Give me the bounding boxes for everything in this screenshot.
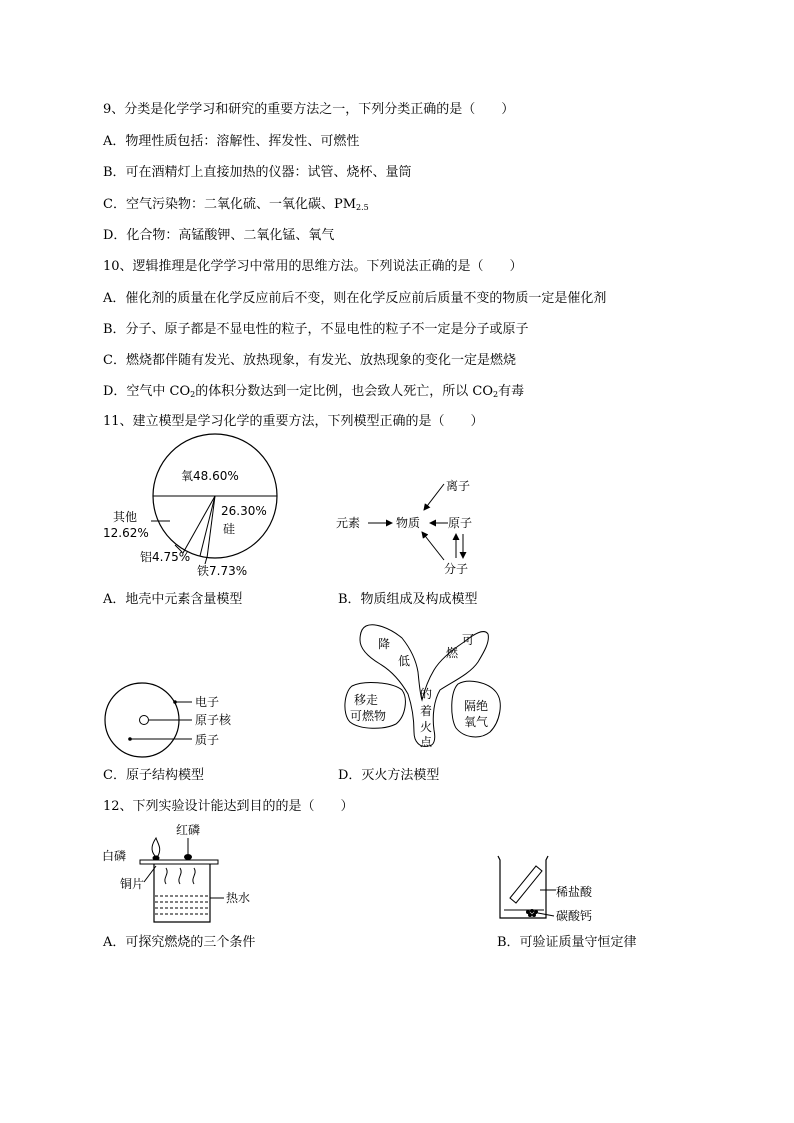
carbonate-particle-4 xyxy=(528,913,532,917)
label-white-phosphorus: 白磷 xyxy=(102,849,127,863)
test-tube xyxy=(510,866,542,903)
q11-stem: 11、建立模型是学习化学的重要方法，下列模型正确的是（ ） xyxy=(103,414,484,429)
isolate-line-1: 隔绝 xyxy=(464,699,489,713)
label-copper: 铜片 xyxy=(120,877,145,891)
q10-option-c: C．燃烧都伴随有发光、放热现象，有发光、放热现象的变化一定是燃烧 xyxy=(103,353,516,368)
q12-stem: 12、下列实验设计能达到目的的是（ ） xyxy=(103,799,354,814)
q10-option-b: B．分子、原子都是不显电性的粒子，不显电性的粒子不一定是分子或原子 xyxy=(103,322,529,337)
label-aluminum: 铝4.75% xyxy=(140,550,191,564)
label-hot-water: 热水 xyxy=(226,891,251,905)
beaker xyxy=(154,864,210,922)
label-oxygen: 氧48.60% xyxy=(181,469,239,483)
matter-flow-diagram xyxy=(330,470,480,582)
steam-icon xyxy=(165,868,195,884)
q12-caption-b: B．可验证质量守恒定律 xyxy=(497,935,637,950)
q11-caption-c: C．原子结构模型 xyxy=(103,768,204,783)
q9-option-c: C．空气污染物：二氧化硫、一氧化碳、$PM_{2.5}$ xyxy=(103,197,369,212)
label-iron: 铁7.73% xyxy=(197,564,248,578)
ignition-char-3: 火 xyxy=(420,720,433,734)
label-molecule: 分子 xyxy=(444,562,469,576)
small-beaker xyxy=(498,856,548,918)
combustible-char-2: 燃 xyxy=(446,646,459,660)
atom-structure-diagram xyxy=(100,683,260,763)
label-carbonate: 碳酸钙 xyxy=(556,909,593,923)
fire-extinguish-diagram xyxy=(340,620,515,760)
remove-line-1: 移走 xyxy=(354,693,379,707)
q12-caption-a: A．可探究燃烧的三个条件 xyxy=(103,935,256,950)
arrow-ion-matter xyxy=(424,484,444,510)
label-proton: 质子 xyxy=(195,733,220,747)
copper-plate xyxy=(140,860,218,864)
label-acid: 稀盐酸 xyxy=(556,885,593,899)
label-red-phosphorus: 红磷 xyxy=(176,823,201,837)
pie-leader-iron xyxy=(205,557,207,564)
carbonate-particle-2 xyxy=(530,909,534,913)
label-element: 元素 xyxy=(336,516,361,530)
label-electron: 电子 xyxy=(195,695,220,709)
q10-option-a: A．催化剂的质量在化学反应前后不变，则在化学反应前后质量不变的物质一定是催化剂 xyxy=(103,291,607,306)
arrow-molecule-matter xyxy=(422,532,444,560)
label-nucleus: 原子核 xyxy=(195,713,232,727)
isolate-line-2: 氧气 xyxy=(464,715,489,729)
atom-nucleus xyxy=(140,716,149,725)
q11-caption-b: B．物质组成及构成模型 xyxy=(338,592,478,607)
red-phosphorus-lump xyxy=(184,854,192,860)
q9-option-a: A．物理性质包括：溶解性、挥发性、可燃性 xyxy=(103,134,360,149)
flame-icon xyxy=(152,838,160,856)
label-ion: 离子 xyxy=(446,479,471,493)
combustible-char-1: 可 xyxy=(462,633,475,647)
label-silicon: 硅 xyxy=(223,522,236,536)
q11-caption-d: D．灭火方法模型 xyxy=(338,768,440,783)
q11-caption-a: A．地壳中元素含量模型 xyxy=(103,592,243,607)
label-other-pct: 12.62% xyxy=(103,526,149,540)
label-silicon-pct: 26.30% xyxy=(221,504,267,518)
q10-stem: 10、逻辑推理是化学学习中常用的思维方法。下列说法正确的是（ ） xyxy=(103,259,523,274)
q9-stem: 9、分类是化学学习和研究的重要方法之一，下列分类正确的是（ ） xyxy=(103,102,515,117)
combustion-experiment-diagram xyxy=(100,818,285,928)
carbonate-particle-5 xyxy=(532,913,536,917)
label-matter: 物质 xyxy=(396,516,421,530)
ignition-char-4: 点 xyxy=(420,735,433,749)
lower-char-2: 低 xyxy=(398,654,411,668)
pie-line-1 xyxy=(200,496,215,556)
q10-option-d: D．空气中 $CO_2$的体积分数达到一定比例，也会致人死亡，所以 $CO_2$有毒 xyxy=(103,384,525,399)
ignition-char-2: 着 xyxy=(420,704,433,718)
q9-option-b: B．可在酒精灯上直接加热的仪器：试管、烧杯、量筒 xyxy=(103,165,412,180)
remove-line-2: 可燃物 xyxy=(350,709,387,723)
ignition-char-1: 的 xyxy=(420,687,433,701)
mass-conservation-diagram xyxy=(490,850,620,930)
pie-line-2 xyxy=(207,496,215,558)
crust-pie-diagram xyxy=(95,440,295,585)
q9-option-d: D．化合物：高锰酸钾、二氧化锰、氧气 xyxy=(103,228,335,243)
pie-line-3 xyxy=(183,496,215,553)
lower-char-1: 降 xyxy=(378,637,391,651)
label-other: 其他 xyxy=(113,510,138,524)
label-atom: 原子 xyxy=(448,516,473,530)
